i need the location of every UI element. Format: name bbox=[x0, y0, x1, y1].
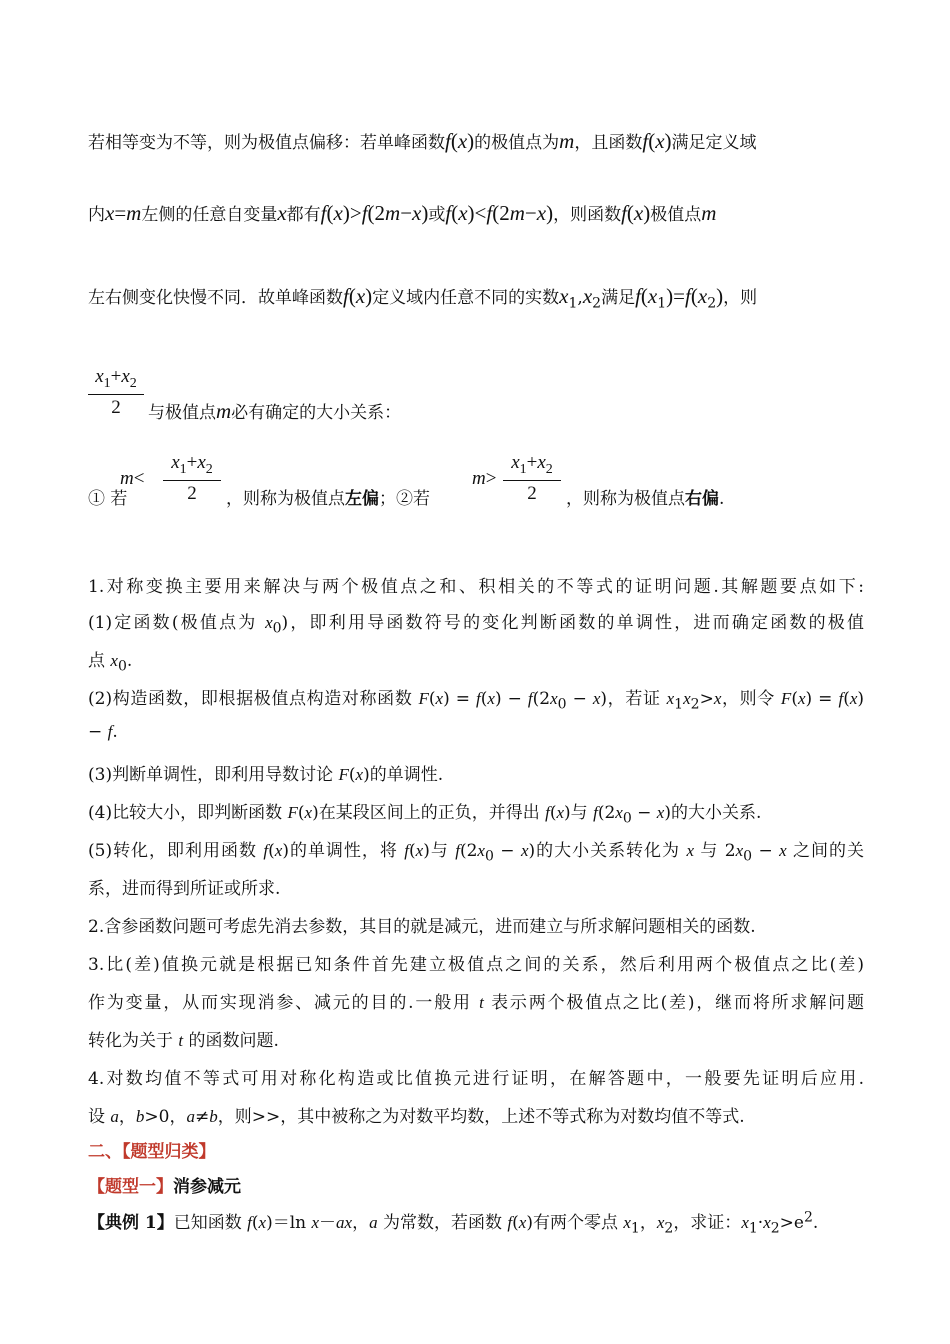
case1-fraction: $x_1+x_2$ 2 bbox=[163, 452, 221, 505]
point-1-2-cont: − f. bbox=[88, 722, 118, 742]
point-3-cont: 作为变量，从而实现消参、减元的目的.一般用 t 表示两个极值点之比(差)，继而将所求解问题 bbox=[88, 993, 865, 1013]
fraction-numerator: $x_1+x_2$ bbox=[95, 366, 137, 391]
point-4-cont: 设 a，b>0，a≠b，则>>，其中被称之为对数平均数，上述不等式称为对数均值不等式. bbox=[88, 1107, 745, 1127]
point-1-1: (1)定函数(极值点为 $x_0$)，即利用导函数符号的变化判断函数的单调性，进而确定函数的极值 bbox=[88, 613, 864, 637]
case1-m: m< bbox=[120, 468, 145, 489]
type1-title: 消参减元 bbox=[173, 1177, 241, 1197]
point-1-1-cont: 点 $x_0$. bbox=[88, 651, 133, 675]
example1-text: 已知函数 f(x)＝ln x－ax，a 为常数，若函数 f(x)有两个零点 $x_1$，$x_2$，求证：$x_1\cdot x_2>e^2$. bbox=[173, 1209, 819, 1237]
example-1 bbox=[88, 1208, 864, 1236]
intro-line-4 bbox=[148, 398, 864, 424]
intro-line-3: 左右侧变化快慢不同．故单峰函数f(x)定义域内任意不同的实数$x_1,x_2$满足$f(x_1)=f(x_2)$，则 bbox=[88, 284, 758, 312]
point-1-5-cont: 系，进而得到所证或所求. bbox=[88, 879, 281, 899]
fraction-denominator: 2 bbox=[111, 396, 121, 418]
point-1-3: (3)判断单调性，即利用导数讨论 F(x)的单调性. bbox=[88, 765, 444, 785]
case2-m: m> bbox=[472, 468, 497, 489]
intro-line-1: 若相等变为不等，则为极值点偏移：若单峰函数f(x)的极值点为m，且函数f(x)满足定义域 bbox=[88, 129, 757, 153]
case1-mid: ，则称为极值点 bbox=[226, 489, 345, 509]
point-1-4: (4)比较大小，即判断函数 F(x)在某段区间上的正负，并得出 f(x)与 $f(2x_0 - x)$的大小关系. bbox=[88, 803, 762, 827]
intro-fraction bbox=[88, 366, 144, 419]
point-3-cont2: 转化为关于 t 的函数问题. bbox=[88, 1031, 279, 1051]
case-line-end: ，则称为极值点右偏. bbox=[566, 489, 725, 509]
intro-line-2: 内x=m左侧的任意自变量x都有f(x)>f(2m−x)或f(x)<f(2m−x)，则函数f(x)极值点m bbox=[88, 201, 717, 225]
point-1-2: (2)构造函数，即根据极值点构造对称函数 $F(x) = f(x) - f(2x_0 - x)$，若证 $x_1x_2>x$，则令 F(x) = f(x) bbox=[88, 689, 865, 713]
case2-label: ；②若 bbox=[379, 489, 430, 509]
right-bias-term: 右偏 bbox=[685, 489, 719, 509]
left-bias-term: 左偏 bbox=[345, 489, 379, 509]
point-4: 4.对数均值不等式可用对称化构造或比值换元进行证明，在解答题中，一般要先证明后应用. bbox=[88, 1069, 864, 1089]
type1-tag: 【题型一】 bbox=[88, 1177, 173, 1197]
section-heading: 二、【题型归类】 bbox=[88, 1142, 216, 1162]
type1-heading bbox=[88, 1172, 864, 1197]
point-2: 2.含参函数问题可考虑先消去参数，其目的就是减元，进而建立与所求解问题相关的函数. bbox=[88, 917, 756, 937]
point-1: 1.对称变换主要用来解决与两个极值点之和、积相关的不等式的证明问题.其解题要点如下: bbox=[88, 577, 864, 597]
point-3: 3.比(差)值换元就是根据已知条件首先建立极值点之间的关系，然后利用两个极值点之比(差) bbox=[88, 955, 864, 975]
example1-tag: 【典例 1】 bbox=[88, 1213, 174, 1233]
case1-label: ① 若 bbox=[88, 489, 128, 509]
case2-mid: ，则称为极值点 bbox=[566, 489, 685, 509]
intro-line-4-text: 与极值点m必有确定的大小关系： bbox=[148, 399, 402, 423]
case2-fraction: $x_1+x_2$ 2 bbox=[503, 452, 561, 505]
fraction-bar bbox=[88, 394, 144, 395]
point-1-5: (5)转化，即利用函数 f(x)的单调性，将 f(x)与 $f(2x_0 - x)$的大小关系转化为 x 与 $2x_0 - x$ 之间的关 bbox=[88, 841, 865, 865]
